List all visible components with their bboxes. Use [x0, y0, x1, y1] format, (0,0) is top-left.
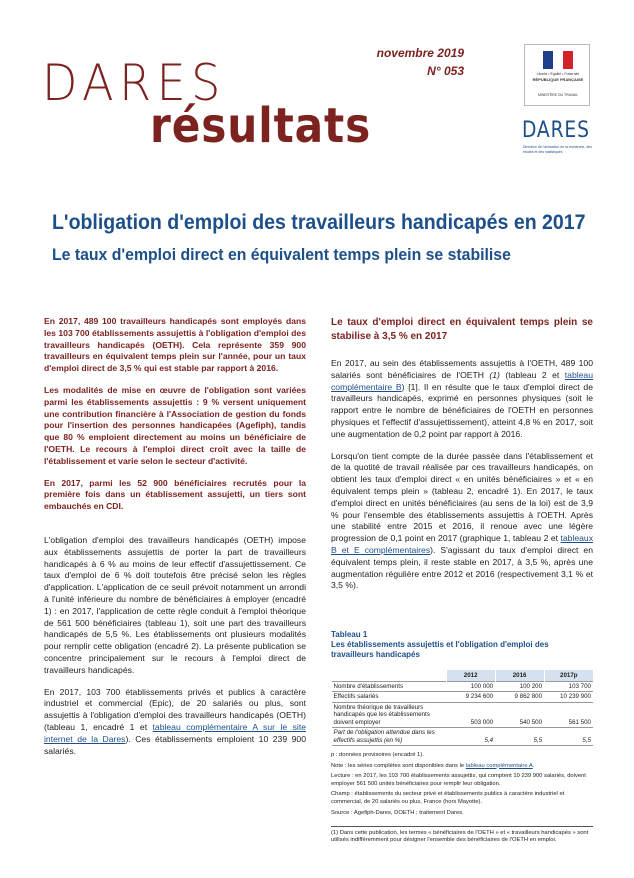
issue-date: novembre 2019: [376, 46, 464, 60]
table-row: Effectifs salariés 9 234 600 9 862 800 10 239 900: [333, 693, 591, 700]
ministry-motto: Liberté • Égalité • Fraternité: [536, 72, 580, 76]
link-tableaux-b-e[interactable]: tableaux B et E complémentaires: [331, 533, 593, 555]
data-table: [331, 670, 593, 746]
page-title: L'obligation d'emploi des travailleurs handicapés en 2017: [52, 211, 586, 234]
note-source: Source : Agefiph-Dares, DOETH ; traitement Dares.: [331, 809, 464, 816]
column-header: 2016: [495, 670, 544, 681]
dares-logo: DARES: [522, 118, 590, 143]
column-header: 2012: [446, 670, 495, 681]
table-label: Tableau 1: [331, 630, 368, 639]
page-subtitle: Le taux d'emploi direct en équivalent temps plein se stabilise: [52, 245, 511, 264]
ministry-logo: [524, 44, 590, 106]
right-column: [331, 316, 593, 602]
issue-info: [377, 44, 464, 80]
footnote: (1) Dans cette publication, les termes « bénéficiaires de l'OETH » et « travailleurs handicapés » sont utilisés indifféremment pour désigner l'ensemble des bénéficiaires de l'OETH en emploi.: [331, 826, 593, 845]
link-tableau-complementaire-b[interactable]: tableau complémentaire B: [331, 369, 593, 392]
intro-paragraph-2: En 2017, 103 700 établissements privés et publics à caractère industriel et commercial (Epic), de 20 salariés ou plus, sont assujettis à l'obligation d'emploi des travailleurs handicapés (OETH) (tableau 1, encadré 1 et tableau complémentaire A sur le site internet de la Dares). Ces établissements emploient 10 239 900 salariés.: [44, 686, 306, 756]
left-column: [44, 316, 306, 767]
issue-number: N° 053: [427, 64, 464, 78]
summary-paragraph-2: Les modalités de mise en œuvre de l'obligation sont variées parmi les établissements assujettis : 9 % versent uniquement une contribution financière à l'Association de gestion du fonds pour l'insertion des personnes handicapées (Agefiph), tandis que 80 % emploient directement au moins un bénéficiaire de l'OETH. Le recours à l'emploi direct croît avec la taille de l'établissement et varie selon le secteur d'activité.: [44, 384, 306, 466]
table-row: Part de l'obligation attendue dans les effectifs assujettis (en %) 5,4 5,5 5,5: [333, 729, 591, 744]
ministry-name: MINISTÈRE DU TRAVAIL: [537, 93, 579, 97]
dares-logo-subtitle: Direction de l'animation de la recherche, des études et des statistiques: [523, 145, 592, 154]
table-row: Nombre théorique de travailleurs handicapés que les établissements doivent employer 503 000 540 500 561 500: [333, 703, 591, 726]
resultats-masthead-word: résultats: [150, 98, 372, 154]
summary-paragraph-1: En 2017, 489 100 travailleurs handicapés sont employés dans les 103 700 établissements assujettis à l'obligation d'emploi des travailleurs handicapés (OETH). Cela représente 359 900 travailleurs en équivalent temps plein sur l'année, pour un taux d'emploi direct de 3,5 % qui est stable par rapport à 2016.: [44, 316, 306, 374]
table-title: Les établissements assujettis et l'obligation d'emploi des travailleurs handicapés: [331, 640, 549, 659]
french-flag-icon: [543, 51, 573, 69]
table-1: [331, 630, 593, 820]
body-paragraph-2: Lorsqu'on tient compte de la durée passée dans l'établissement et de la quotité de travail réalisée par ces travailleurs handicapés, on obtient les taux d'emploi direct « en unités bénéficiaires » et « en équivalent temps plein » (tableau 2, encadré 1). En 2017, le taux d'emploi direct en unités bénéficiaires (au sens de la loi) est de 3,9 % pour l'ensemble des établissements assujettis à l'OETH. Après une stabilité entre 2015 et 2016, il renoue avec une légère progression de 0,1 point en 2017 (graphique 1, tableau 2 et tableaux B et E complémentaires). S'agissant du taux d'emploi direct en équivalent temps plein, il reste stable en 2017, à 3,5 %, après une augmentation régulière entre 2012 et 2016 (respectivement 3,1 % et 3,5 %).: [331, 450, 593, 591]
table-notes: [331, 752, 593, 817]
body-paragraph-1: En 2017, au sein des établissements assujettis à l'OETH, 489 100 salariés sont bénéficiaires de l'OETH (1) (tableau 2 et tableau complémentaire B) [1]. Il en résulte que le taux d'emploi direct de travailleurs handicapés, exprimé en personnes physiques (soit le rapport entre le nombre de bénéficiaires de l'OETH en personnes physiques et l'effectif d'assujettissement), atteint 4,8 % en 2017, soit une augmentation de 0,2 point par rapport à 2016.: [331, 358, 593, 439]
note-champ: Champ : établissements du secteur privé et établissements publics à caractère industriel et commercial, de 20 salariés ou plus, France (hors Mayotte).: [331, 791, 565, 805]
link-tableau-complementaire-a-note[interactable]: tableau complémentaire A: [465, 762, 533, 769]
ministry-republic: RÉPUBLIQUE FRANÇAISE: [532, 77, 584, 82]
table-row: Nombre d'établissements 100 000 100 200 103 700: [333, 682, 591, 690]
note-provisional: p : données provisoires (encadré 1).: [331, 752, 424, 758]
section-title: Le taux d'emploi direct en équivalent temps plein se stabilise à 3,5 % en 2017: [331, 317, 593, 342]
note-lecture: Lecture : en 2017, les 103 700 établissements assujettis, qui comptent 10 239 900 salariés, doivent employer 561 500 unités bénéficiaires pour remplir leur obligation.: [331, 773, 586, 787]
summary-paragraph-3: En 2017, parmi les 52 900 bénéficiaires recrutés pour la première fois dans un établissement assujetti, un tiers sont embauchés en CDI.: [44, 477, 306, 512]
column-header: 2017p: [544, 670, 593, 681]
link-tableau-complementaire-a[interactable]: tableau complémentaire A sur le site internet de la Dares: [44, 721, 306, 744]
intro-paragraph-1: L'obligation d'emploi des travailleurs handicapés (OETH) impose aux établissements assujettis de porter la part de travailleurs handicapés à 6 % au moins de leur effectif d'assujettissement. Ce taux d'emploi de 6 % doit toutefois être précisé selon les règles d'application. L'application de ce seuil prévoit notamment un arrondi à l'unité inférieure du nombre de bénéficiaires à employer (encadré 1) : en 2017, l'application de cette règle conduit à l'emploi théorique de 561 500 bénéficiaires (tableau 1), soit une part des travailleurs handicapés de 5,5 %. Les établissements ont plusieurs modalités pour remplir cette obligation (encadré 2). La présente publication se concentre principalement sur le recours à l'emploi direct de travailleurs handicapés.: [44, 534, 306, 675]
dares-masthead-word: DARES: [42, 54, 226, 112]
note-series: Note : les séries complètes sont disponibles dans le tableau complémentaire A.: [331, 762, 535, 769]
